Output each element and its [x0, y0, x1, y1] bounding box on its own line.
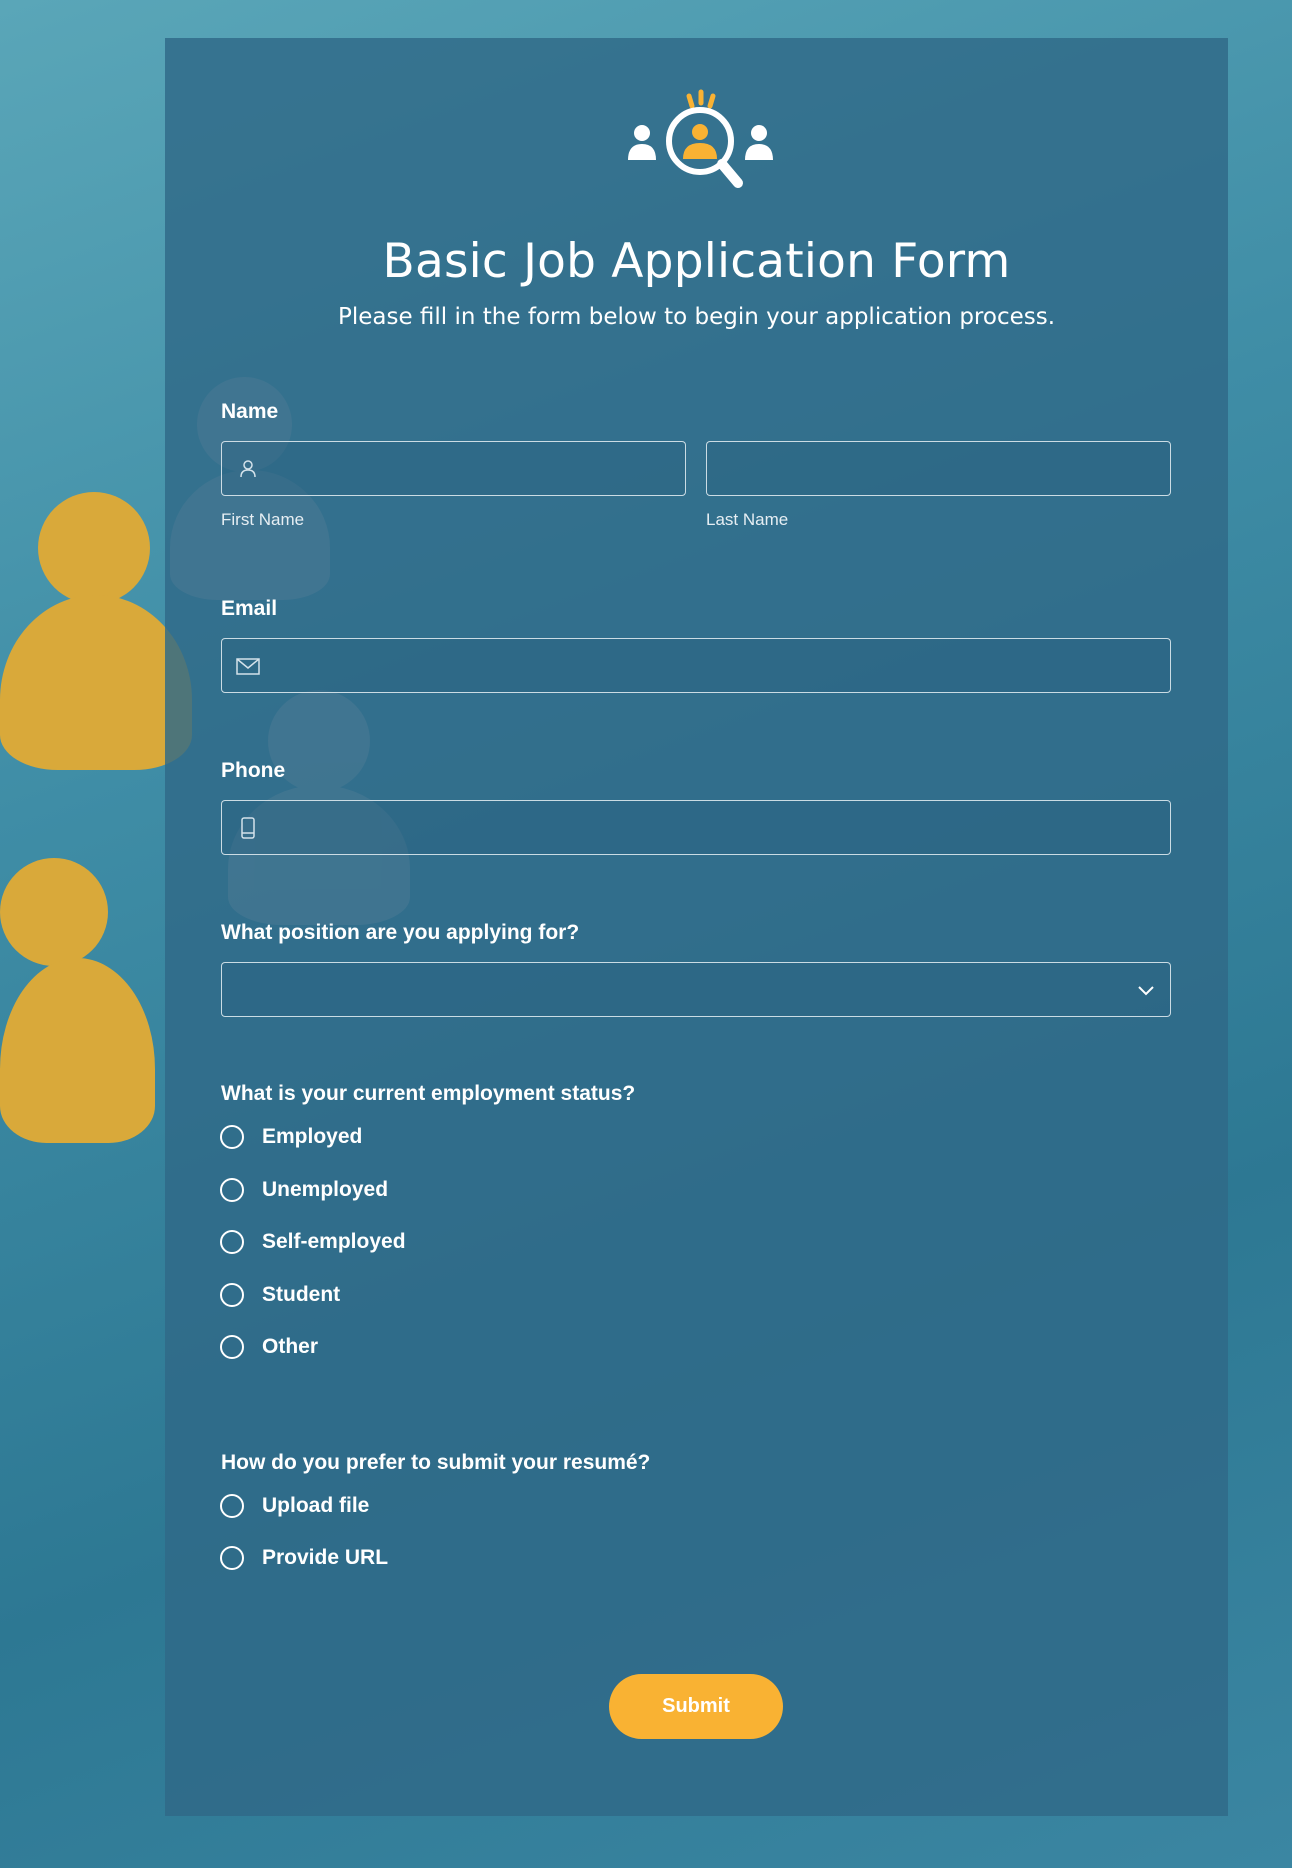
radio-label: Other	[262, 1335, 319, 1358]
first-name-sublabel: First Name	[221, 510, 305, 529]
radio-label: Unemployed	[262, 1178, 389, 1201]
last-name-field[interactable]	[706, 441, 1171, 496]
form-title: Basic Job Application Form	[382, 234, 1011, 289]
chevron-down-icon[interactable]	[1134, 978, 1158, 1002]
radio-button[interactable]	[220, 1230, 244, 1254]
email-field[interactable]	[221, 638, 1171, 693]
radio-button[interactable]	[220, 1335, 244, 1359]
radio-label: Provide URL	[262, 1546, 389, 1569]
last-name-sublabel: Last Name	[706, 510, 789, 529]
form-card	[165, 38, 1228, 1816]
employment-option-unemployed[interactable]	[220, 1175, 388, 1205]
phone-icon	[235, 815, 261, 841]
resume-label: How do you prefer to submit your resumé?	[221, 1451, 651, 1474]
resume-option-provide-url[interactable]	[220, 1543, 388, 1573]
radio-button[interactable]	[220, 1546, 244, 1570]
email-label: Email	[221, 597, 278, 620]
job-search-logo-icon	[620, 88, 780, 198]
first-name-field[interactable]	[221, 441, 686, 496]
person-icon	[235, 456, 261, 482]
radio-label: Student	[262, 1283, 341, 1306]
form-subtitle: Please fill in the form below to begin your application process.	[337, 304, 1056, 330]
resume-option-upload-file[interactable]	[220, 1491, 369, 1521]
radio-label: Upload file	[262, 1494, 370, 1517]
envelope-icon	[235, 653, 261, 679]
employment-option-other[interactable]	[220, 1332, 318, 1362]
radio-button[interactable]	[220, 1178, 244, 1202]
submit-button[interactable]: Submit	[609, 1674, 783, 1739]
radio-button[interactable]	[220, 1283, 244, 1307]
employment-option-employed[interactable]	[220, 1122, 362, 1152]
employment-option-student[interactable]	[220, 1280, 340, 1310]
radio-label: Employed	[262, 1125, 363, 1148]
phone-field[interactable]	[221, 800, 1171, 855]
radio-button[interactable]	[220, 1125, 244, 1149]
employment-option-self-employed[interactable]	[220, 1227, 406, 1257]
radio-button[interactable]	[220, 1494, 244, 1518]
employment-label: What is your current employment status?	[221, 1082, 636, 1105]
radio-label: Self-employed	[262, 1230, 406, 1253]
position-label: What position are you applying for?	[221, 921, 580, 944]
name-label: Name	[221, 400, 279, 423]
position-select[interactable]	[221, 962, 1171, 1017]
phone-label: Phone	[221, 759, 286, 782]
